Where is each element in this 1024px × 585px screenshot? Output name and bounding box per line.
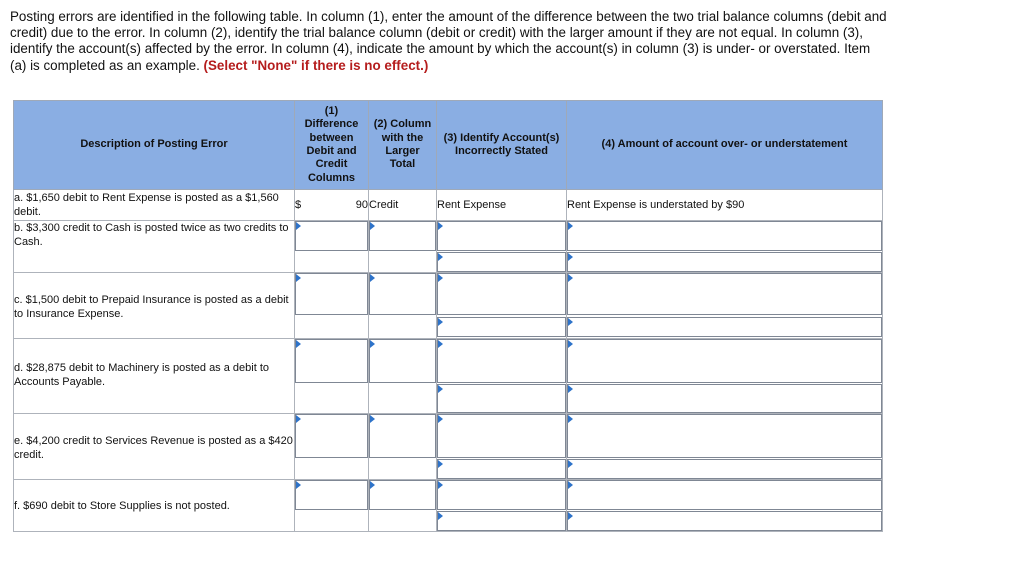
row-c-difference-cell [295,273,369,339]
row-d-difference-input[interactable] [295,339,368,383]
table-row [14,221,883,273]
row-b-description: b. $3,300 credit to Cash is posted twice as two credits to Cash. [14,221,295,273]
row-c-difference-input[interactable] [295,273,368,315]
row-c-description: c. $1,500 debit to Prepaid Insurance is posted as a debit to Insurance Expense. [14,273,295,339]
posting-errors-table [13,100,883,532]
row-e-amount-select[interactable] [567,414,882,458]
currency-sign: $ [295,199,302,211]
row-f-amount-select[interactable] [567,480,882,510]
dropdown-arrow-icon [296,274,301,282]
row-e-larger-column-select[interactable] [369,414,436,458]
row-d-amount-select-2[interactable] [567,384,882,413]
row-d-account-select-2[interactable] [437,384,566,413]
dropdown-arrow-icon [568,415,573,423]
dropdown-arrow-icon [568,340,573,348]
row-f-description: f. $690 debit to Store Supplies is not posted. [14,480,295,532]
row-a-larger-column: Credit [369,190,437,221]
row-f-larger-column-select[interactable] [369,480,436,510]
row-b-amount-cell [567,221,883,273]
instructions-text: Posting errors are identified in the following table. In column (1), enter the amount of the difference between the two trial balance columns (debit and credit) due to the error. In column (2), identify the trial balance column (debit or credit) with the larger amount if they are not equal. In column (3), identify the account(s) affected by the error. In column (4), indicate the amount by which the account(s) in column (3) is under- or overstated. Item (a) is completed as an example. [10,9,887,73]
row-d-account-select[interactable] [437,339,566,383]
row-c-larger-column-select[interactable] [369,273,436,315]
dropdown-arrow-icon [438,512,443,520]
row-c-account-cell [437,273,567,339]
header-accounts: (3) Identify Account(s) Incorrectly Stated [437,101,567,190]
row-b-amount-select[interactable] [567,221,882,251]
row-f-account-cell [437,480,567,532]
row-d-description: d. $28,875 debit to Machinery is posted as a debit to Accounts Payable. [14,339,295,414]
dropdown-arrow-icon [568,481,573,489]
row-b-difference-input[interactable] [295,221,368,251]
row-e-difference-input[interactable] [295,414,368,458]
row-c-amount-select-2[interactable] [567,317,882,337]
row-f-account-select[interactable] [437,480,566,510]
row-b-account-cell [437,221,567,273]
row-b-larger-column-select[interactable] [369,221,436,251]
row-d-larger-column-select[interactable] [369,339,436,383]
row-a-difference-value: 90 [355,199,368,211]
row-e-account-select-2[interactable] [437,459,566,479]
row-c-account-select-2[interactable] [437,317,566,337]
table-row [14,339,883,414]
row-e-larger-column-cell [369,414,437,480]
table-row [14,273,883,339]
dropdown-arrow-icon [370,340,375,348]
header-larger-column: (2) Column with the Larger Total [369,101,437,190]
row-a-account: Rent Expense [437,190,567,221]
row-d-larger-column-cell [369,339,437,414]
dropdown-arrow-icon [438,340,443,348]
dropdown-arrow-icon [438,318,443,326]
header-row [14,101,883,190]
row-b-amount-select-2[interactable] [567,252,882,272]
row-f-larger-column-cell [369,480,437,532]
dropdown-arrow-icon [568,222,573,230]
dropdown-arrow-icon [568,318,573,326]
header-amount: (4) Amount of account over- or understatement [567,101,883,190]
dropdown-arrow-icon [296,340,301,348]
row-e-description: e. $4,200 credit to Services Revenue is posted as a $420 credit. [14,414,295,480]
row-c-amount-select[interactable] [567,273,882,315]
dropdown-arrow-icon [296,481,301,489]
row-f-difference-cell [295,480,369,532]
dropdown-arrow-icon [438,481,443,489]
dropdown-arrow-icon [370,481,375,489]
instructions [10,9,890,74]
dropdown-arrow-icon [370,274,375,282]
row-a-difference [295,190,369,221]
row-f-amount-select-2[interactable] [567,511,882,531]
dropdown-arrow-icon [568,274,573,282]
row-b-larger-column-cell [369,221,437,273]
dropdown-arrow-icon [438,274,443,282]
row-e-amount-select-2[interactable] [567,459,882,479]
row-d-amount-cell [567,339,883,414]
row-b-account-select[interactable] [437,221,566,251]
dropdown-arrow-icon [568,385,573,393]
dropdown-arrow-icon [438,253,443,261]
row-e-difference-cell [295,414,369,480]
dropdown-arrow-icon [296,222,301,230]
row-c-amount-cell [567,273,883,339]
dropdown-arrow-icon [370,415,375,423]
row-c-account-select[interactable] [437,273,566,315]
row-d-account-cell [437,339,567,414]
header-description: Description of Posting Error [14,101,295,190]
row-d-difference-cell [295,339,369,414]
row-b-account-select-2[interactable] [437,252,566,272]
dropdown-arrow-icon [438,460,443,468]
row-f-account-select-2[interactable] [437,511,566,531]
dropdown-arrow-icon [568,253,573,261]
dropdown-arrow-icon [438,385,443,393]
row-a-description: a. $1,650 debit to Rent Expense is posted as a $1,560 debit. [14,190,295,221]
row-c-larger-column-cell [369,273,437,339]
table-row [14,190,883,221]
dropdown-arrow-icon [438,415,443,423]
row-f-difference-input[interactable] [295,480,368,510]
dropdown-arrow-icon [370,222,375,230]
row-a-amount: Rent Expense is understated by $90 [567,190,883,221]
dropdown-arrow-icon [568,460,573,468]
row-f-amount-cell [567,480,883,532]
row-d-amount-select[interactable] [567,339,882,383]
table-row [14,480,883,532]
dropdown-arrow-icon [296,415,301,423]
row-b-difference-cell [295,221,369,273]
dropdown-arrow-icon [438,222,443,230]
row-e-account-select[interactable] [437,414,566,458]
table-row [14,414,883,480]
row-e-amount-cell [567,414,883,480]
instructions-note: (Select "None" if there is no effect.) [203,57,429,73]
row-e-account-cell [437,414,567,480]
dropdown-arrow-icon [568,512,573,520]
header-difference: (1) Difference between Debit and Credit Columns [295,101,369,190]
